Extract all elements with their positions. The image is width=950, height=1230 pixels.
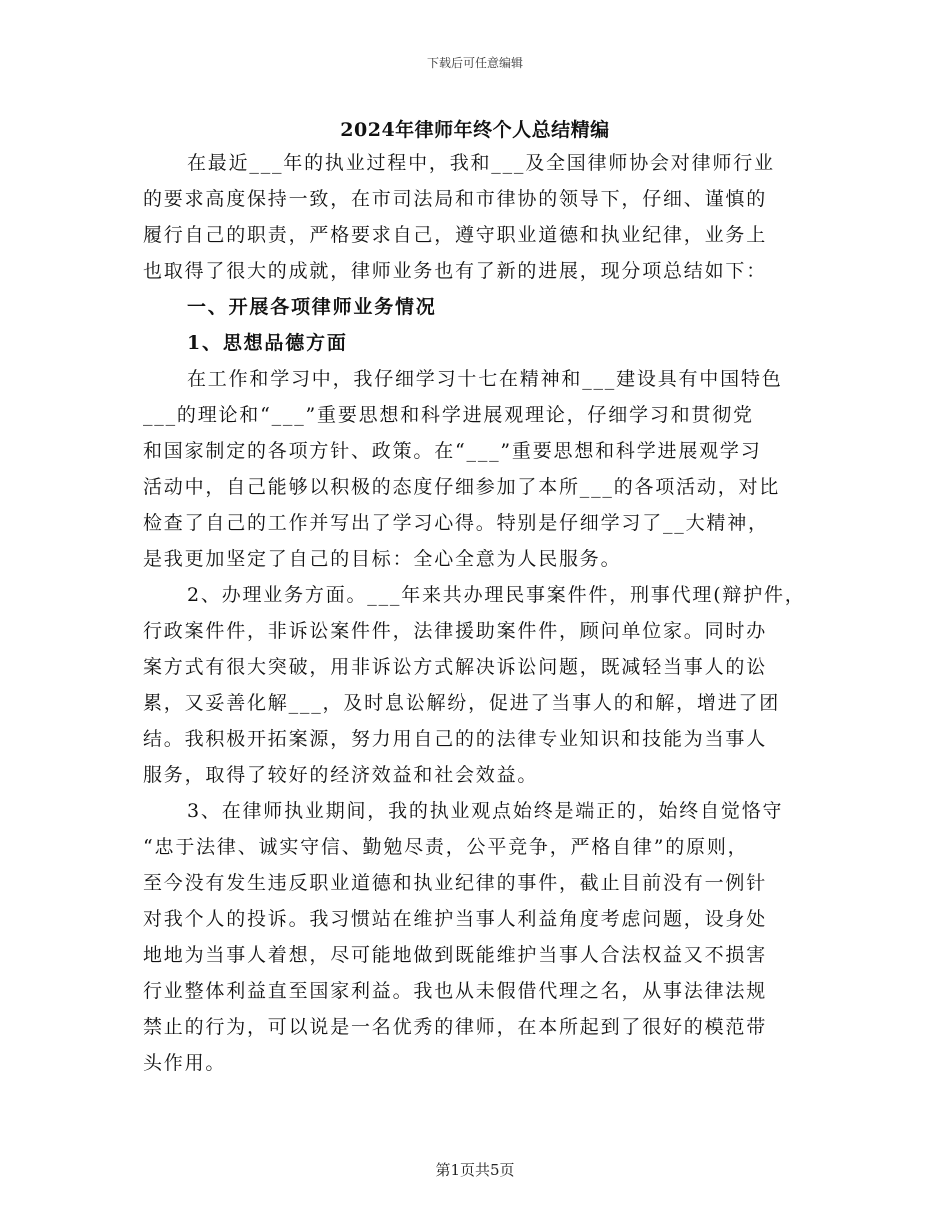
paragraph-line: 结。我积极开拓案源，努力用自己的的法律专业知识和技能为当事人	[143, 728, 768, 750]
paragraph-line: 案方式有很大突破，用非诉讼方式解决诉讼问题，既减轻当事人的讼	[143, 656, 768, 678]
paragraph-line: 头作用。	[143, 1052, 227, 1074]
paragraph-line: 2、办理业务方面。___年来共办理民事案件件，刑事代理(辩护件，	[187, 584, 806, 606]
paragraph-line: 禁止的行为，可以说是一名优秀的律师，在本所起到了很好的模范带	[143, 1016, 768, 1038]
page-header: 下载后可任意编辑	[426, 56, 523, 70]
paragraph-line: 和国家制定的各项方针、政策。在“___”重要思想和科学进展观学习	[143, 440, 762, 462]
paragraph-line: 检查了自己的工作并写出了学习心得。特别是仔细学习了__大精神，	[143, 512, 769, 534]
document-title: 2024年律师年终个人总结精编	[340, 119, 610, 141]
paragraph-line: 在最近___年的执业过程中，我和___及全国律师协会对律师行业	[187, 152, 775, 174]
paragraph-line: 是我更加坚定了自己的目标：全心全意为人民服务。	[143, 548, 622, 570]
paragraph-line: ___的理论和“___”重要思想和科学进展观理论，仔细学习和贯彻党	[143, 404, 754, 426]
paragraph-line: 的要求高度保持一致，在市司法局和市律协的领导下，仔细、谨慎的	[143, 188, 768, 210]
paragraph-line: 行政案件件，非诉讼案件件，法律援助案件件，顾问单位家。同时办	[143, 620, 768, 642]
subsection-heading: 1、思想品德方面	[187, 332, 348, 354]
paragraph-line: 地地为当事人着想，尽可能地做到既能维护当事人合法权益又不损害	[143, 944, 768, 966]
paragraph-line: “忠于法律、诚实守信、勤勉尽责，公平竞争，严格自律”的原则，	[143, 836, 749, 858]
paragraph-line: 3、在律师执业期间，我的执业观点始终是端正的，始终自觉恪守	[187, 800, 784, 822]
paragraph-line: 累，又妥善化解___，及时息讼解纷，促进了当事人的和解，增进了团	[143, 692, 781, 714]
document-body	[143, 145, 815, 1081]
paragraph-line: 也取得了很大的成就，律师业务也有了新的进展，现分项总结如下：	[143, 260, 768, 282]
paragraph-line: 履行自己的职责，严格要求自己，遵守职业道德和执业纪律，业务上	[143, 224, 768, 246]
section-heading: 一、开展各项律师业务情况	[187, 296, 437, 318]
page-number: 第1页共5页	[435, 1161, 515, 1179]
paragraph-line: 对我个人的投诉。我习惯站在维护当事人利益角度考虑问题，设身处	[143, 908, 768, 930]
paragraph-line: 活动中，自己能够以积极的态度仔细参加了本所___的各项活动，对比	[143, 476, 781, 498]
paragraph-line: 至今没有发生违反职业道德和执业纪律的事件，截止目前没有一例针	[143, 872, 768, 894]
paragraph-line: 行业整体利益直至国家利益。我也从未假借代理之名，从事法律法规	[143, 980, 768, 1002]
paragraph-line: 在工作和学习中，我仔细学习十七在精神和___建设具有中国特色	[187, 368, 783, 390]
paragraph-line: 服务，取得了较好的经济效益和社会效益。	[143, 764, 539, 786]
